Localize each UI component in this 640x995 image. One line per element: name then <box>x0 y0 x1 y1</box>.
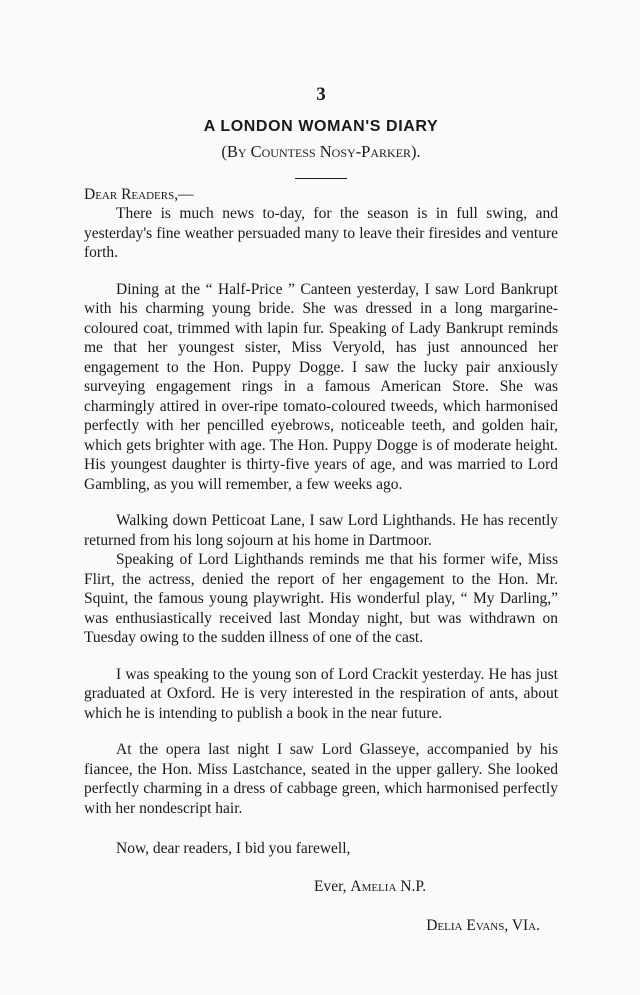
document-page <box>84 84 558 935</box>
paragraph-season: There is much news to-day, for the season is in full swing, and yesterday's fine weather persuaded many to leave their firesides and venture forth. <box>84 205 558 261</box>
paragraph-canteen: Dining at the “ Half-Price ” Canteen yesterday, I saw Lord Bankrupt with his charming young bride. She was dressed in a long margarine-coloured coat, trimmed with lapin fur. Speaking of Lady Bankrupt reminds me that her youngest sister, Miss Veryold, has just announced her engagement to the Hon. Puppy Dogge. I saw the lucky pair anxiously surveying engagement rings in a famous American Store. She was charmingly attired in over-ripe tomato-coloured tweeds, which harmonised perfectly with her pencilled eyebrows, noticeable teeth, and golden hair, which gets brighter with age. The Hon. Puppy Dogge is of moderate height. His youngest daughter is thirty-five years of age, and was married to Lord Gambling, as you will remember, a few weeks ago. <box>84 280 558 493</box>
article-title: A LONDON WOMAN'S DIARY <box>203 118 439 135</box>
signoff-prefix: Ever, <box>314 878 351 895</box>
paragraph-lighthands: Speaking of Lord Lighthands reminds me that his former wife, Miss Flirt, the actress, denied the report of her engagement to the Hon. Mr. Squint, the famous young playwright. His wonderful play, “ My Darling,” was enthusiastically received last Monday night, but was withdrawn on Tuesday owing to the sudden illness of one of the cast. <box>84 551 558 646</box>
paragraph-opera: At the opera last night I saw Lord Glasseye, accompanied by his fiancee, the Hon. Miss Lastchance, seated in the upper gallery. She looked perfectly charming in a dress of cabbage green, which harmonised perfectly with her nondescript hair. <box>84 741 558 817</box>
paragraph-petticoat-lane: Walking down Petticoat Lane, I saw Lord Lighthands. He has recently returned from his long sojourn at his home in Dartmoor. <box>84 512 558 549</box>
closing-line: Now, dear readers, I bid you farewell, <box>116 840 351 857</box>
signoff-name: Amelia N.P. <box>350 878 427 895</box>
article-byline: (By Countess Nosy-Parker). <box>221 142 421 161</box>
signoff <box>314 877 558 896</box>
paragraph-crackit: I was speaking to the young son of Lord Crackit yesterday. He has just graduated at Oxford. He is very interested in the respiration of ants, about which he is intending to publish a book in the near future. <box>84 665 558 722</box>
salutation: Dear Readers,— <box>84 186 194 203</box>
page-number: 3 <box>316 84 326 105</box>
divider-rule <box>295 178 347 179</box>
author-credit: Delia Evans, VIa. <box>426 917 540 934</box>
